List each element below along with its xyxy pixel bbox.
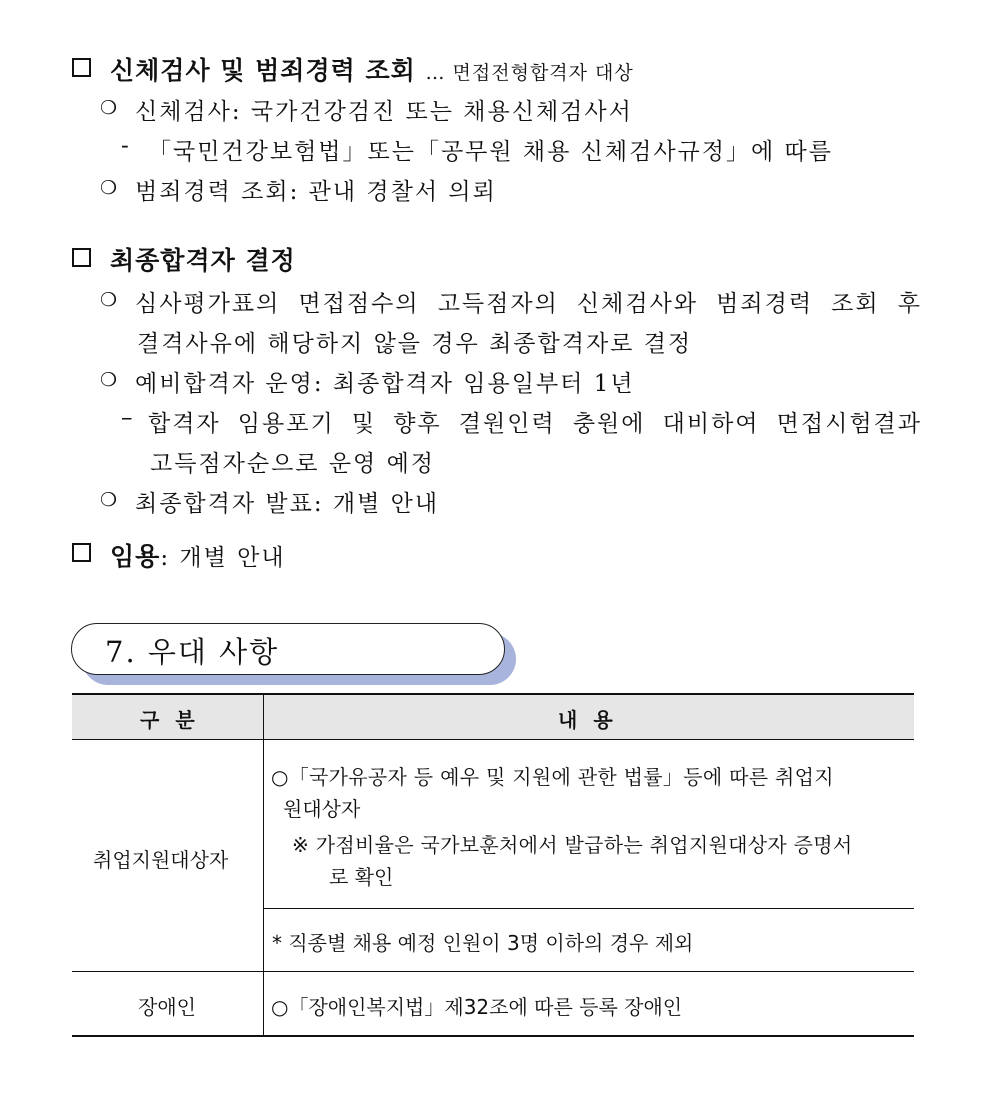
final-item-reserve-detail-line2: 고득점자순으로 운영 예정 <box>150 451 436 477</box>
table-cell-line: ※ 가점비율은 국가보훈처에서 발급하는 취업지원대상자 증명서 <box>292 833 853 857</box>
table-header-content: 내용 <box>558 708 629 732</box>
final-item-reserve: 예비합격자 운영: 최종합격자 임용일부터 1년 <box>135 371 635 397</box>
circle-bullet-icon: ❍ <box>100 289 118 311</box>
table-cell-line: ○「국가유공자 등 예우 및 지원에 관한 법률」등에 따른 취업지 <box>271 765 834 789</box>
table-cell-line: 로 확인 <box>329 865 394 889</box>
checkbox-square-icon <box>72 248 91 267</box>
checkbox-square-icon <box>72 58 91 77</box>
table-header-border <box>72 739 914 740</box>
table-header-category: 구분 <box>140 708 211 732</box>
checkbox-square-icon <box>72 543 91 562</box>
section-heading-appointment: 임용: 개별 안내 <box>110 542 286 571</box>
dash-bullet: - <box>121 133 131 159</box>
exam-item-physical: 신체검사: 국가건강검진 또는 채용신체검사서 <box>135 99 633 125</box>
circle-bullet-icon: ❍ <box>100 369 118 391</box>
final-item-decision-line1: 심사평가표의 면접점수의 고득점자의 신체검사와 범죄경력 조회 후 <box>135 291 922 317</box>
final-item-decision-line2: 결격사유에 해당하지 않을 경우 최종합격자로 결정 <box>137 331 693 357</box>
table-inner-border <box>263 908 914 909</box>
section-heading-final: 최종합격자 결정 <box>110 246 296 275</box>
exam-item-regulation: 「국민건강보험법」또는「공무원 채용 신체검사규정」에 따름 <box>148 139 833 165</box>
table-cell-line: ○「장애인복지법」제32조에 따른 등록 장애인 <box>271 995 683 1019</box>
table-row-category: 취업지원대상자 <box>93 848 229 872</box>
section-7-title: 7. 우대 사항 <box>105 635 280 669</box>
final-item-reserve-detail-line1: 합격자 임용포기 및 향후 결원인력 충원에 대비하여 면접시험결과 <box>148 411 922 437</box>
table-cell-line: * 직종별 채용 예정 인원이 3명 이하의 경우 제외 <box>272 931 694 955</box>
circle-bullet-icon: ❍ <box>100 97 118 119</box>
appointment-text: : 개별 안내 <box>160 545 286 571</box>
circle-bullet-icon: ❍ <box>100 489 118 511</box>
table-column-divider <box>263 693 264 1037</box>
final-item-announcement: 최종합격자 발표: 개별 안내 <box>135 491 440 517</box>
circle-bullet-icon: ❍ <box>100 177 118 199</box>
table-row-category: 장애인 <box>138 995 196 1019</box>
section-heading-exam: 신체검사 및 범죄경력 조회 … 면접전형합격자 대상 <box>110 56 634 85</box>
exam-item-criminal: 범죄경력 조회: 관내 경찰서 의뢰 <box>135 179 497 205</box>
preference-table <box>72 693 914 1037</box>
section-note: … 면접전형합격자 대상 <box>425 62 634 84</box>
dash-bullet: – <box>121 405 135 431</box>
table-bottom-border <box>72 1035 914 1037</box>
table-top-border <box>72 693 914 695</box>
table-cell-line: 원대상자 <box>283 797 361 821</box>
table-row-border <box>72 971 914 972</box>
